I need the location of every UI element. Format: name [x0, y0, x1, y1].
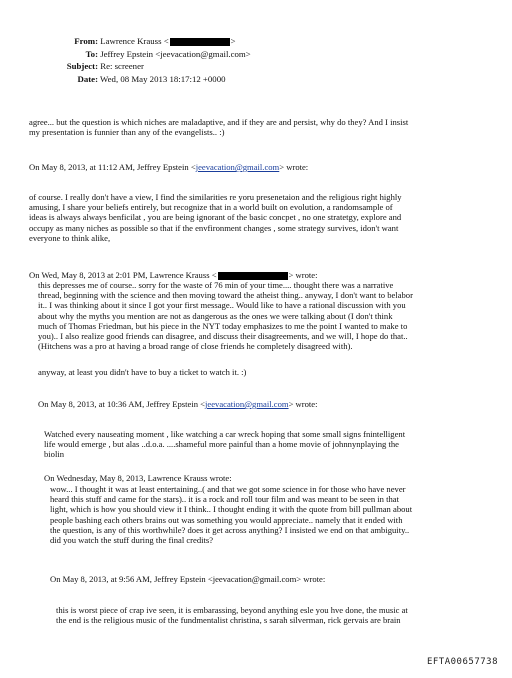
body-line: the question, is any of this worthwhile? does it get across anything? I insisted we end on that ambiguity..: [50, 524, 410, 535]
body-line: anyway, at least you didn't have to buy a ticket to watch it. :): [38, 367, 247, 377]
body-line: it.. I was thinking about it since I got your first message.. Would like to have a rational discussion with you: [38, 300, 406, 311]
body-line: this depresses me of course.. sorry for the waste of 76 min of your time.... thought there was a narrative: [38, 280, 394, 290]
quote-attribution: On Wed, May 8, 2013 at 2:01 PM, Lawrence Krauss <: [29, 270, 217, 280]
quote-attribution-end: > wrote:: [288, 270, 318, 280]
subject-row: [0, 60, 300, 73]
quote-attribution: On May 8, 2013, at 11:12 AM, Jeffrey Epstein <: [29, 162, 196, 172]
body-line: my presentation is funnier than any of the evangelists.. :): [29, 127, 225, 138]
body-line: the end is the religious music of the fundmentalist christina, s sarah silverman, rick gervais are brain: [56, 615, 401, 626]
body-line: of course. I really don't have a view, I find the similarities re yoru presenetaion and the religious right highly: [29, 192, 402, 202]
quoted-paragraph-5: [50, 484, 506, 545]
quote-attribution: On May 8, 2013, at 9:56 AM, Jeffrey Epstein <jeevacation@gmail.com> wrote:: [50, 574, 326, 584]
email-link[interactable]: jeevacation@gmail.com: [195, 162, 280, 172]
body-line: (Hitchens was a pro at having a broad range of close friends he completely disagreed with).: [38, 341, 353, 352]
body-line: thread, beginning with the science and then moving toward the atheist thing.. anyway, I don't want to belabor: [38, 290, 413, 301]
body-line: light, which is how you should view it I think.. I thought ending it with the quote from bill pullman about: [50, 504, 413, 515]
quoted-paragraph-1: [29, 192, 504, 243]
from-row: [0, 35, 300, 48]
body-line: you).. I also realize good friends can disagree, and discuss their disagreements, and we will, I hope do that..: [38, 331, 408, 342]
quote-attribution-end: > wrote:: [288, 399, 318, 409]
body-line: Watched every nauseating moment , like watching a car wreck hoping that some small signs fnintelligent: [44, 429, 406, 439]
body-line: people bashing each others brains out was something you would appreciate.. namely that it ended with: [50, 514, 403, 525]
date-label: Date:: [77, 73, 98, 84]
quote-attribution: On Wednesday, May 8, 2013, Lawrence Krauss wrote:: [44, 473, 232, 483]
from-end: >: [230, 36, 236, 46]
body-line: this is worst piece of crap ive seen, it is embarassing, beyond anything esle you hve done, the music at: [56, 605, 408, 615]
email-header: [0, 35, 300, 85]
quote-header-4: [44, 473, 506, 483]
quote-header-2: [29, 270, 499, 280]
quoted-paragraph-6: [56, 605, 506, 625]
to-row: [0, 48, 300, 61]
redaction-block: [170, 38, 230, 46]
reply-paragraph: [29, 117, 499, 137]
body-line: everyone to think alike,: [29, 232, 111, 243]
quote-header-3: [38, 399, 506, 409]
redaction-block: [218, 272, 288, 280]
body-line: life would emerge , but alas ..d.o.a. ....shameful more painful than a home movie of johnnynplaying the: [44, 439, 399, 450]
body-line: ideas is always always benficilat , you are being ignorant of the basic concpet , no one stratetgy, explore and: [29, 212, 402, 223]
body-line: occupy as many niches as possible so that if the envfironment changes , some strategy survives, idon't want: [29, 222, 399, 233]
body-line: much of Thomas Friedman, but his piece in the NYT today emphasizes to me the point I wanted to make to: [38, 320, 408, 331]
quoted-paragraph-2: [38, 280, 506, 351]
quoted-paragraph-3: [38, 367, 506, 377]
quoted-paragraph-4: [44, 429, 506, 460]
quote-header-1: [29, 162, 499, 172]
body-line: agree... but the question is which niches are maladaptive, and if they are and persist, why do they? And I insist: [29, 117, 409, 127]
email-link[interactable]: jeevacation@gmail.com: [205, 399, 289, 409]
body-line: amusing, I share your beliefs entirely, but recognize that in a world built on evolution, a randomsample of: [29, 202, 393, 213]
body-line: about why the myths you mention are not as dangerous as the ones we were talking about (I don't think: [38, 310, 393, 321]
quote-attribution: On May 8, 2013, at 10:36 AM, Jeffrey Epstein <: [38, 399, 205, 409]
date-value: Wed, 08 May 2013 18:17:12 +0000: [100, 73, 226, 84]
from-label: From:: [74, 36, 98, 46]
to-value: Jeffrey Epstein <jeevacation@gmail.com>: [100, 48, 251, 59]
date-row: [0, 73, 300, 86]
from-value: Lawrence Krauss <: [100, 36, 169, 46]
body-line: did you watch the stuff during the final credits?: [50, 535, 214, 546]
subject-value: Re: screener: [100, 61, 144, 71]
body-line: biolin: [44, 449, 65, 460]
quote-header-5: [50, 574, 506, 584]
subject-label: Subject:: [66, 61, 98, 71]
to-label: To:: [85, 48, 98, 59]
body-line: heard this stuff and came for the stars).. it is a rock and roll tour film and was meant to be seen in that: [50, 494, 399, 505]
document-id: EFTA00657738: [426, 656, 498, 667]
body-line: wow... I thought it was at least entertaining..( and that we got some science in for those who have never: [50, 484, 406, 494]
quote-attribution-end: > wrote:: [279, 162, 309, 172]
